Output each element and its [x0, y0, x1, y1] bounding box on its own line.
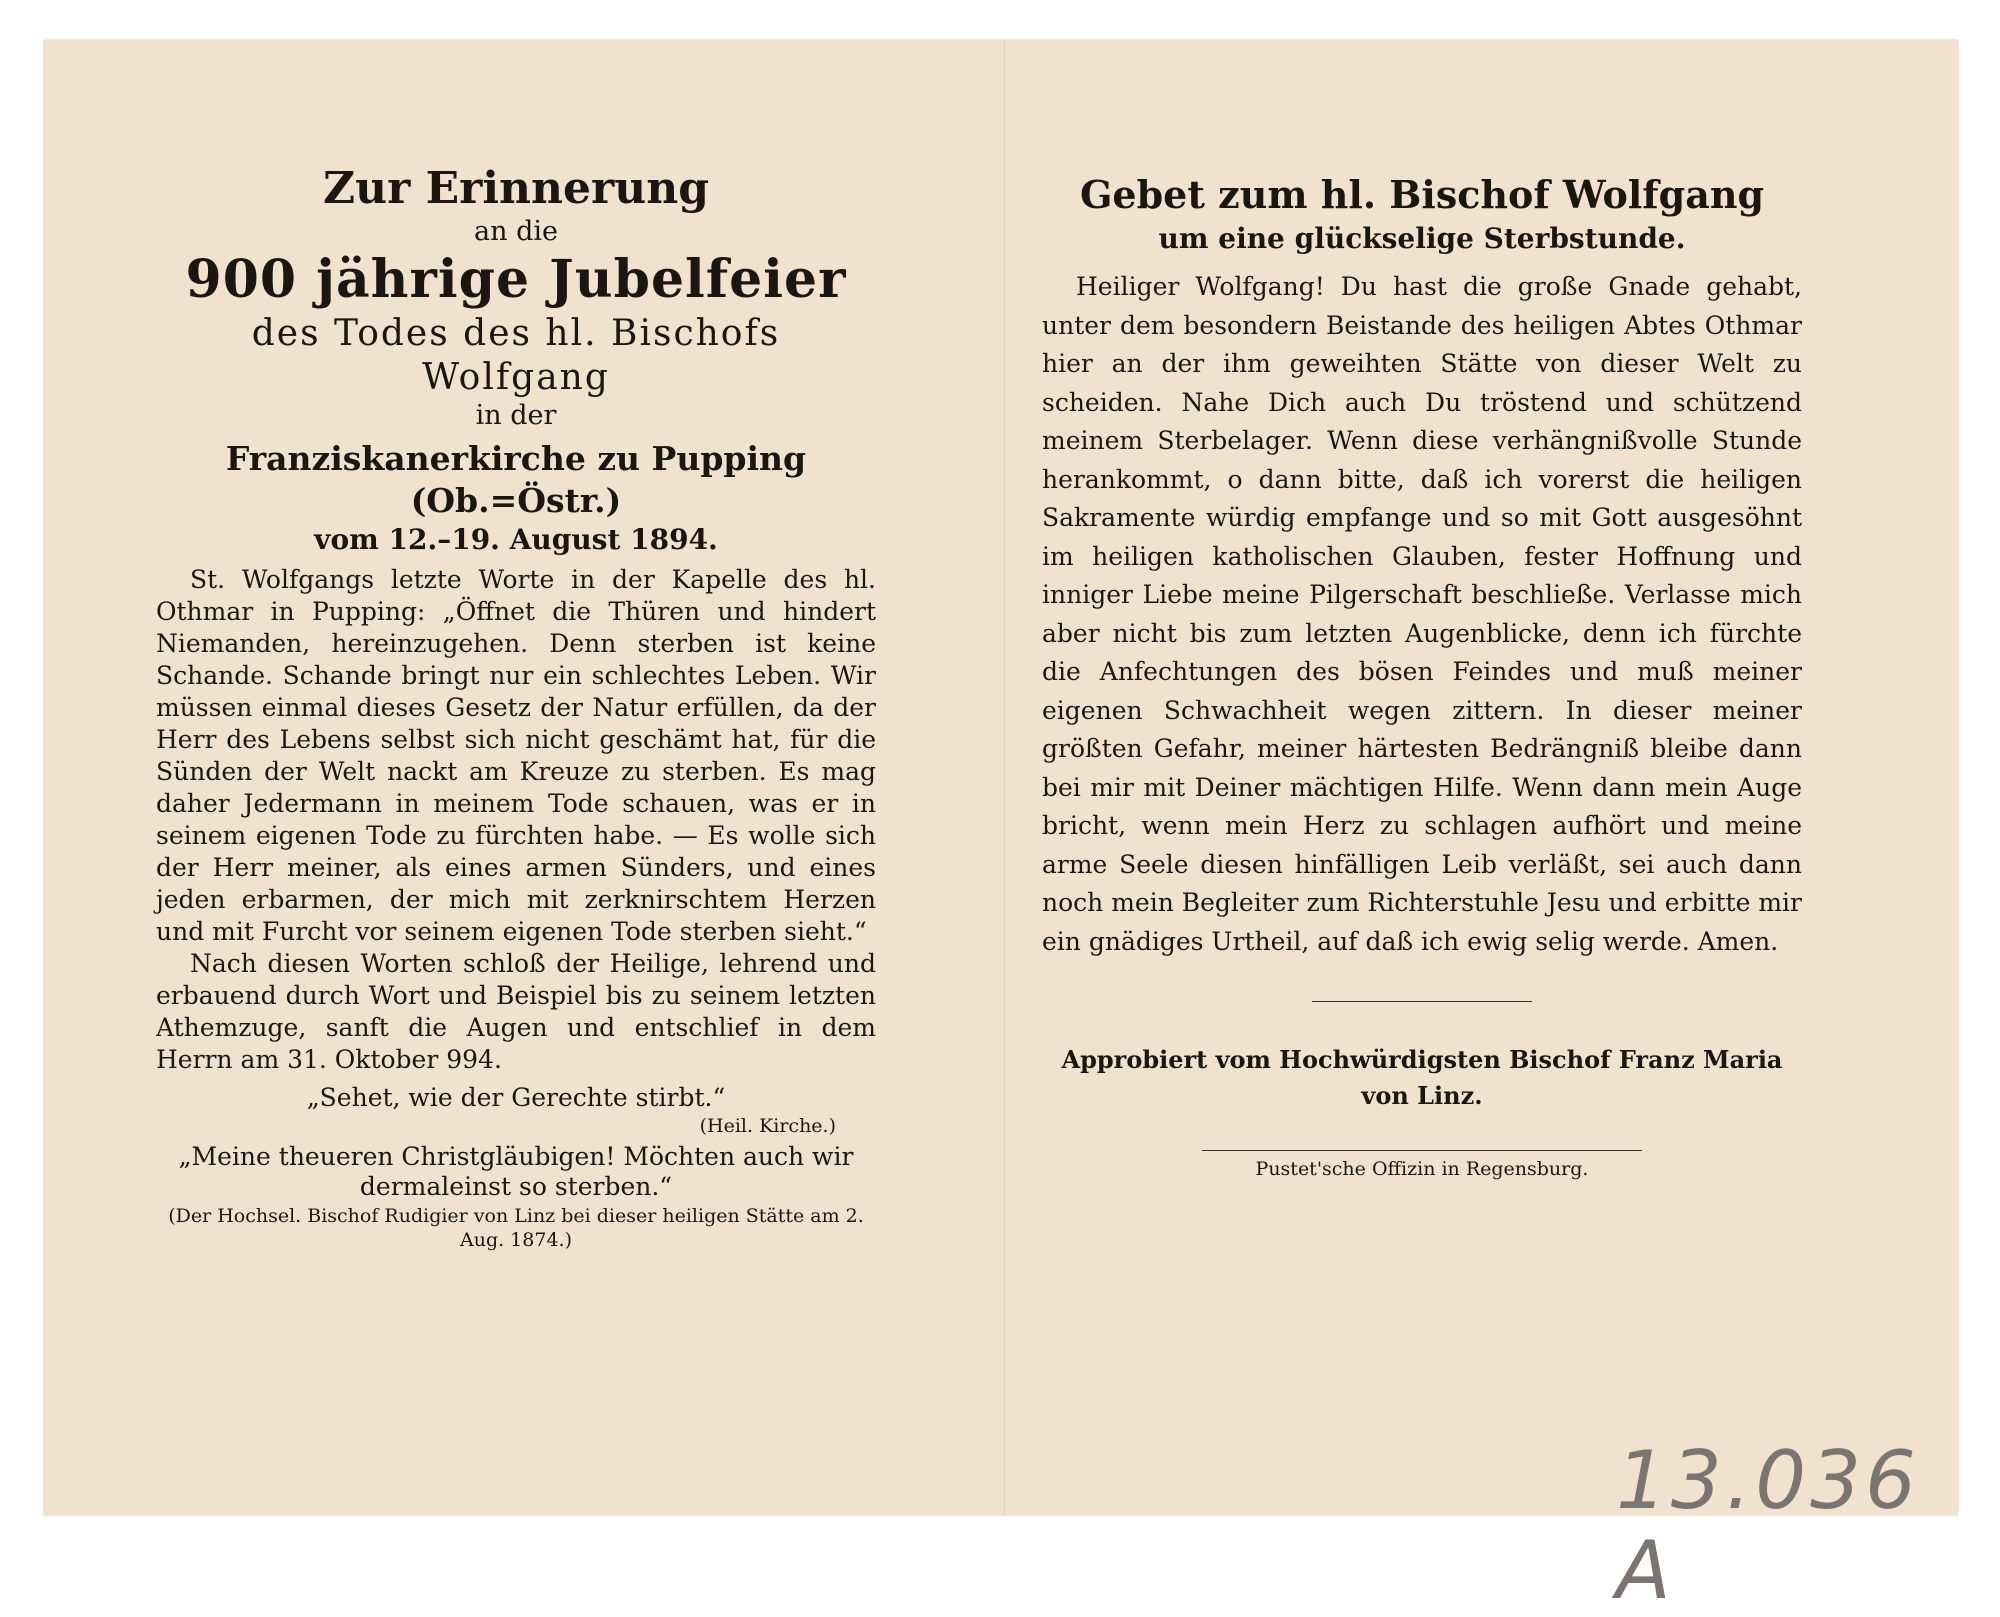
divider: [1312, 1001, 1532, 1002]
center-fold: [1004, 40, 1006, 1515]
death-paragraph: Nach diesen Worten schloß der Heilige, lehrend und erbauend durch Wort und Beispiel bis zu seinem letzten Athemzuge, sanft die Augen und entschlief in dem Herrn am 31. Oktober 994.: [156, 949, 876, 1074]
church-name: Franziskanerkirche zu Pupping (Ob.=Östr.): [225, 439, 807, 520]
quote-church: „Sehet, wie der Gerechte stirbt.“: [306, 1083, 726, 1112]
right-page: [1042, 130, 1802, 1183]
printer-imprint: Pustet'sche Offizin in Regensburg.: [1255, 1158, 1589, 1180]
page-title: Zur Erinnerung: [323, 163, 709, 214]
prayer-subtitle: um eine glückselige Sterbstunde.: [1158, 222, 1686, 255]
quote-bishop-source: (Der Hochsel. Bischof Rudigier von Linz bei dieser heiligen Stätte am 2. Aug. 1874.): [168, 1205, 864, 1251]
occasion-line: des Todes des hl. Bischofs Wolfgang: [251, 313, 781, 398]
quote-bishop: „Meine theueren Christgläubigen! Möchten auch wir dermaleinst so sterben.“: [178, 1142, 854, 1201]
prayer-title: Gebet zum hl. Bischof Wolfgang: [1079, 172, 1765, 217]
event-date: vom 12.–19. August 1894.: [314, 523, 718, 556]
quote-church-source: (Heil. Kirche.): [699, 1115, 836, 1137]
left-page: [156, 130, 876, 1252]
handwritten-archive-number: 13.036 A: [1616, 1434, 1920, 1617]
last-words-paragraph: St. Wolfgangs letzte Worte in der Kapelle des hl. Othmar in Pupping: „Öffnet die Thüren und hindert Niemanden, hereinzugehen. Denn sterben ist keine Schande. Schande bringt nur ein schlechtes Leben. Wir müssen einmal dieses Gesetz der Natur erfüllen, da der Herr des Lebens selbst sich nicht geschämt hat, für die Sünden der Welt nackt am Kreuze zu sterben. Es mag daher Jedermann in meinem Tode schauen, was er in seinem eigenen Tode zu fürchten habe. — Es wolle sich der Herr meiner, als eines armen Sünders, und eines jeden erbarmen, der mich mit zerknirschtem Herzen und mit Furcht vor seinem eigenen Tode sterben sieht.“: [156, 565, 876, 946]
in-der-text: in der: [475, 400, 557, 431]
divider-printer: [1202, 1150, 1642, 1151]
jubilee-heading: 900 jährige Jubelfeier: [185, 249, 847, 310]
prayer-text: Heiliger Wolfgang! Du hast die große Gnade gehabt, unter dem besondern Beistande des heiligen Abtes Othmar hier an der ihm geweihten Stätte von dieser Welt zu scheiden. Nahe Dich auch Du tröstend und schützend meinem Sterbelager. Wenn diese verhängnißvolle Stunde herankommt, o dann bitte, daß ich vorerst die heiligen Sakramente würdig empfange und so mit Gott ausgesöhnt im heiligen katholischen Glauben, fester Hoffnung und inniger Liebe meine Pilgerschaft beschließe. Verlasse mich aber nicht bis zum letzten Augenblicke, denn ich fürchte die Anfechtungen des bösen Feindes und muß meiner eigenen Schwachheit wegen zittern. In dieser meiner größten Gefahr, meiner härtesten Bedrängniß bleibe dann bei mir mit Deiner mächtigen Hilfe. Wenn dann mein Auge bricht, wenn mein Herz zu schlagen aufhört und meine arme Seele diesen hinfälligen Leib verläßt, sei auch dann noch mein Begleiter zum Richterstuhle Jesu und erbitte mir ein gnädiges Urtheil, auf daß ich ewig selig werde. Amen.: [1042, 272, 1802, 956]
an-die-text: an die: [474, 216, 558, 247]
approval-note: Approbiert vom Hochwürdigsten Bischof Franz Maria von Linz.: [1061, 1045, 1783, 1110]
